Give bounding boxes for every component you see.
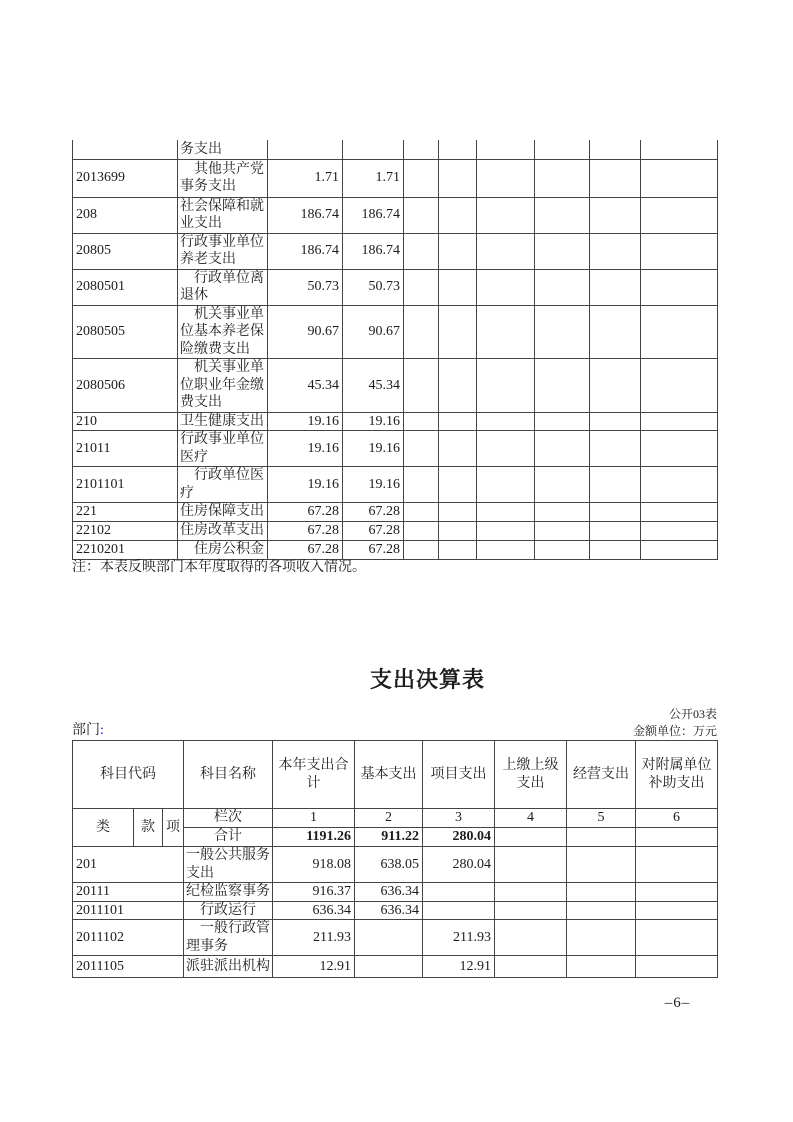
amount-cell: 19.16 <box>343 431 404 467</box>
empty-cell <box>641 233 718 269</box>
amount-cell: 90.67 <box>268 305 343 359</box>
amount-cell: 19.16 <box>268 431 343 467</box>
header-cell-subsidy: 对附属单位 补助支出 <box>636 741 718 809</box>
code-cell: 22102 <box>73 522 178 541</box>
empty-cell <box>567 847 636 883</box>
code-cell: 2011102 <box>73 920 184 956</box>
header-cell-subject-name: 科目名称 <box>184 741 273 809</box>
amount-cell: 19.16 <box>343 412 404 431</box>
amount-cell: 211.93 <box>423 920 495 956</box>
empty-cell <box>495 920 567 956</box>
amount-cell: 19.16 <box>268 467 343 503</box>
empty-cell <box>477 540 535 559</box>
empty-cell <box>636 883 718 902</box>
empty-cell <box>641 140 718 159</box>
code-cell: 2210201 <box>73 540 178 559</box>
table-header-row <box>73 809 718 828</box>
empty-cell <box>535 522 590 541</box>
empty-cell <box>439 522 477 541</box>
empty-cell <box>641 269 718 305</box>
amount-cell: 918.08 <box>273 847 355 883</box>
empty-cell <box>404 503 439 522</box>
amount-cell: 211.93 <box>273 920 355 956</box>
empty-cell <box>590 233 641 269</box>
header-cell-item: 项 <box>163 809 184 847</box>
empty-cell <box>590 467 641 503</box>
empty-cell <box>535 467 590 503</box>
header-cell-column-label: 栏次 <box>184 809 273 828</box>
unit-label: 金额单位：万元 <box>632 724 717 738</box>
empty-cell <box>477 359 535 413</box>
code-cell: 201 <box>73 847 184 883</box>
empty-cell <box>495 956 567 978</box>
name-cell: 务支出 <box>178 140 268 159</box>
table-row <box>73 901 718 920</box>
empty-cell <box>535 233 590 269</box>
table-row <box>73 956 718 978</box>
empty-cell <box>477 522 535 541</box>
table-row <box>73 883 718 902</box>
name-cell: 一般行政管 理事务 <box>184 920 273 956</box>
empty-cell <box>590 305 641 359</box>
empty-cell <box>439 269 477 305</box>
amount-cell: 12.91 <box>423 956 495 978</box>
empty-cell <box>439 305 477 359</box>
amount-cell: 280.04 <box>423 828 495 847</box>
empty-cell <box>404 233 439 269</box>
empty-cell <box>495 847 567 883</box>
table-number-label: 公开03表 <box>668 707 717 721</box>
name-cell: 派驻派出机构 <box>184 956 273 978</box>
name-cell: 住房公积金 <box>178 540 268 559</box>
header-cell-category: 类 <box>73 809 134 847</box>
page-title: 支出决算表 <box>370 667 486 692</box>
empty-cell <box>535 269 590 305</box>
amount-cell: 50.73 <box>268 269 343 305</box>
name-cell: 社会保障和就 业支出 <box>178 197 268 233</box>
amount-cell: 911.22 <box>355 828 423 847</box>
empty-cell <box>495 901 567 920</box>
empty-cell <box>590 412 641 431</box>
code-cell: 20111 <box>73 883 184 902</box>
empty-cell <box>590 359 641 413</box>
amount-cell: 636.34 <box>355 901 423 920</box>
empty-cell <box>477 140 535 159</box>
amount-cell: 186.74 <box>343 233 404 269</box>
empty-cell <box>404 467 439 503</box>
department-label <box>72 719 104 739</box>
empty-cell <box>439 540 477 559</box>
code-cell: 2080505 <box>73 305 178 359</box>
amount-cell: 67.28 <box>343 503 404 522</box>
amount-cell: 186.74 <box>268 233 343 269</box>
header-cell-column-number: 1 <box>273 809 355 828</box>
header-cell-column-number: 5 <box>567 809 636 828</box>
empty-cell <box>636 901 718 920</box>
amount-cell: 186.74 <box>268 197 343 233</box>
empty-cell <box>477 431 535 467</box>
empty-cell <box>439 359 477 413</box>
empty-cell <box>590 269 641 305</box>
name-cell: 机关事业单 位职业年金缴 费支出 <box>178 359 268 413</box>
code-cell: 2080501 <box>73 269 178 305</box>
code-cell: 210 <box>73 412 178 431</box>
name-cell: 卫生健康支出 <box>178 412 268 431</box>
amount-cell: 1.71 <box>268 159 343 197</box>
empty-cell <box>404 359 439 413</box>
expenditure-table <box>72 740 718 978</box>
empty-cell <box>535 159 590 197</box>
code-cell: 2080506 <box>73 359 178 413</box>
amount-cell <box>423 901 495 920</box>
amount-cell: 1.71 <box>343 159 404 197</box>
amount-cell <box>423 883 495 902</box>
empty-cell <box>439 431 477 467</box>
table-row <box>73 197 718 233</box>
empty-cell <box>641 159 718 197</box>
amount-cell: 45.34 <box>343 359 404 413</box>
header-cell-operating: 经营支出 <box>567 741 636 809</box>
empty-cell <box>477 305 535 359</box>
empty-cell <box>439 412 477 431</box>
empty-cell <box>567 920 636 956</box>
empty-cell <box>641 467 718 503</box>
header-cell-project: 项目支出 <box>423 741 495 809</box>
table-row <box>73 233 718 269</box>
code-cell: 2011101 <box>73 901 184 920</box>
empty-cell <box>477 159 535 197</box>
table-row <box>73 359 718 413</box>
table-row <box>73 467 718 503</box>
empty-cell <box>535 197 590 233</box>
empty-cell <box>535 540 590 559</box>
empty-cell <box>641 197 718 233</box>
code-cell: 2101101 <box>73 467 178 503</box>
empty-cell <box>439 233 477 269</box>
empty-cell <box>567 901 636 920</box>
empty-cell <box>535 431 590 467</box>
code-cell: 208 <box>73 197 178 233</box>
empty-cell <box>590 159 641 197</box>
amount-cell <box>343 140 404 159</box>
code-cell: 21011 <box>73 431 178 467</box>
header-cell-upper: 上缴上级 支出 <box>495 741 567 809</box>
code-cell <box>73 140 178 159</box>
name-cell: 住房保障支出 <box>178 503 268 522</box>
empty-cell <box>439 467 477 503</box>
amount-cell: 636.34 <box>273 901 355 920</box>
empty-cell <box>535 412 590 431</box>
amount-cell <box>355 956 423 978</box>
empty-cell <box>439 503 477 522</box>
name-cell: 行政事业单位 养老支出 <box>178 233 268 269</box>
table-row <box>73 412 718 431</box>
header-cell-subject-code: 科目代码 <box>73 741 184 809</box>
income-table-note: 注：本表反映部门本年度取得的各项收入情况。 <box>72 560 366 575</box>
empty-cell <box>535 140 590 159</box>
empty-cell <box>535 359 590 413</box>
name-cell: 纪检监察事务 <box>184 883 273 902</box>
code-cell: 20805 <box>73 233 178 269</box>
name-cell: 其他共产党 事务支出 <box>178 159 268 197</box>
empty-cell <box>495 883 567 902</box>
empty-cell <box>641 305 718 359</box>
empty-cell <box>641 359 718 413</box>
table-row <box>73 159 718 197</box>
empty-cell <box>439 159 477 197</box>
amount-cell: 45.34 <box>268 359 343 413</box>
empty-cell <box>590 522 641 541</box>
empty-cell <box>404 522 439 541</box>
header-cell-column-number: 6 <box>636 809 718 828</box>
table-row <box>73 140 718 159</box>
income-table <box>72 140 718 560</box>
empty-cell <box>477 197 535 233</box>
empty-cell <box>495 828 567 847</box>
empty-cell <box>641 431 718 467</box>
name-cell: 行政运行 <box>184 901 273 920</box>
amount-cell: 67.28 <box>268 540 343 559</box>
header-cell-column-number: 2 <box>355 809 423 828</box>
amount-cell: 67.28 <box>268 503 343 522</box>
name-cell: 机关事业单 位基本养老保 险缴费支出 <box>178 305 268 359</box>
empty-cell <box>590 503 641 522</box>
table-row <box>73 269 718 305</box>
empty-cell <box>636 847 718 883</box>
table-header-row <box>73 741 718 809</box>
header-cell-column-number: 4 <box>495 809 567 828</box>
amount-cell: 12.91 <box>273 956 355 978</box>
name-cell: 行政事业单位 医疗 <box>178 431 268 467</box>
empty-cell <box>404 140 439 159</box>
empty-cell <box>567 828 636 847</box>
empty-cell <box>590 140 641 159</box>
empty-cell <box>641 522 718 541</box>
empty-cell <box>404 269 439 305</box>
code-cell: 2013699 <box>73 159 178 197</box>
empty-cell <box>641 503 718 522</box>
empty-cell <box>567 883 636 902</box>
empty-cell <box>439 197 477 233</box>
empty-cell <box>590 540 641 559</box>
amount-cell: 186.74 <box>343 197 404 233</box>
code-cell: 221 <box>73 503 178 522</box>
empty-cell <box>439 140 477 159</box>
amount-cell: 636.34 <box>355 883 423 902</box>
amount-cell: 67.28 <box>343 522 404 541</box>
amount-cell: 67.28 <box>343 540 404 559</box>
department-label-text: 部门 <box>72 723 100 738</box>
empty-cell <box>535 305 590 359</box>
amount-cell: 90.67 <box>343 305 404 359</box>
table-row <box>73 503 718 522</box>
name-cell: 住房改革支出 <box>178 522 268 541</box>
header-cell-total: 本年支出合 计 <box>273 741 355 809</box>
empty-cell <box>590 197 641 233</box>
empty-cell <box>477 412 535 431</box>
table-row <box>73 522 718 541</box>
department-colon: : <box>100 723 104 738</box>
empty-cell <box>535 503 590 522</box>
empty-cell <box>636 956 718 978</box>
amount-cell: 67.28 <box>268 522 343 541</box>
amount-cell: 19.16 <box>343 467 404 503</box>
table-row <box>73 305 718 359</box>
empty-cell <box>404 159 439 197</box>
empty-cell <box>404 431 439 467</box>
empty-cell <box>404 412 439 431</box>
amount-cell: 1191.26 <box>273 828 355 847</box>
amount-cell: 916.37 <box>273 883 355 902</box>
empty-cell <box>404 305 439 359</box>
table-row <box>73 920 718 956</box>
total-row-label: 合计 <box>184 828 273 847</box>
empty-cell <box>590 431 641 467</box>
empty-cell <box>477 269 535 305</box>
table-row <box>73 431 718 467</box>
amount-cell: 50.73 <box>343 269 404 305</box>
header-cell-basic: 基本支出 <box>355 741 423 809</box>
amount-cell <box>355 920 423 956</box>
empty-cell <box>477 503 535 522</box>
amount-cell <box>268 140 343 159</box>
amount-cell: 280.04 <box>423 847 495 883</box>
header-cell-section: 款 <box>134 809 163 847</box>
empty-cell <box>404 197 439 233</box>
empty-cell <box>404 540 439 559</box>
table-row <box>73 847 718 883</box>
empty-cell <box>477 467 535 503</box>
empty-cell <box>641 540 718 559</box>
code-cell: 2011105 <box>73 956 184 978</box>
name-cell: 行政单位离 退休 <box>178 269 268 305</box>
header-cell-column-number: 3 <box>423 809 495 828</box>
amount-cell: 638.05 <box>355 847 423 883</box>
empty-cell <box>636 920 718 956</box>
amount-cell: 19.16 <box>268 412 343 431</box>
name-cell: 一般公共服务 支出 <box>184 847 273 883</box>
page-number: –6– <box>664 995 691 1011</box>
empty-cell <box>641 412 718 431</box>
empty-cell <box>636 828 718 847</box>
empty-cell <box>567 956 636 978</box>
name-cell: 行政单位医 疗 <box>178 467 268 503</box>
empty-cell <box>477 233 535 269</box>
